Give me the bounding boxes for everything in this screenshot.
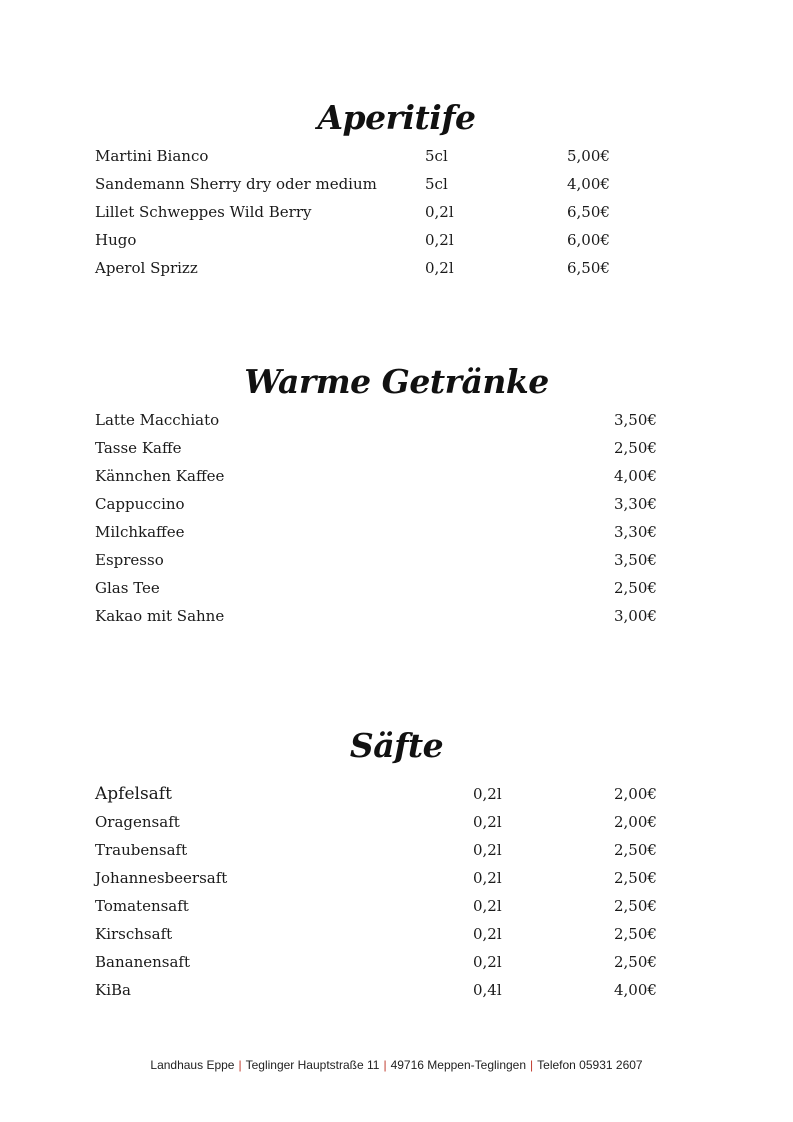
item-quantity: 0,2l <box>425 203 454 221</box>
menu-item <box>0 408 793 432</box>
item-name: Latte Macchiato <box>95 411 220 429</box>
item-quantity: 0,2l <box>473 925 502 943</box>
item-price: 3,50€ <box>614 551 657 569</box>
section-title-saefte: Säfte <box>349 726 444 765</box>
menu-item <box>0 866 793 890</box>
item-name: Glas Tee <box>95 579 160 597</box>
item-quantity: 5cl <box>425 175 448 193</box>
item-name: Kakao mit Sahne <box>95 607 225 625</box>
item-price: 6,50€ <box>567 203 610 221</box>
section-title-aperitife: Aperitife <box>317 98 476 137</box>
menu-item <box>0 228 793 252</box>
item-quantity: 0,2l <box>473 953 502 971</box>
item-price: 3,30€ <box>614 523 657 541</box>
item-price: 4,00€ <box>614 467 657 485</box>
menu-item <box>0 520 793 544</box>
item-quantity: 0,4l <box>473 981 502 999</box>
item-price: 2,50€ <box>614 841 657 859</box>
item-quantity: 0,2l <box>473 869 502 887</box>
item-quantity: 5cl <box>425 147 448 165</box>
menu-item <box>0 172 793 196</box>
menu-item <box>0 492 793 516</box>
footer-business-name: Landhaus Eppe <box>150 1058 235 1072</box>
item-price: 4,00€ <box>567 175 610 193</box>
item-name: Espresso <box>95 551 164 569</box>
item-name: Lillet Schweppes Wild Berry <box>95 203 312 221</box>
menu-item <box>0 464 793 488</box>
item-price: 3,00€ <box>614 607 657 625</box>
item-quantity: 0,2l <box>473 897 502 915</box>
item-price: 2,50€ <box>614 953 657 971</box>
menu-item <box>0 922 793 946</box>
item-quantity: 0,2l <box>425 231 454 249</box>
item-price: 6,50€ <box>567 259 610 277</box>
item-name: Kännchen Kaffee <box>95 467 225 485</box>
footer-separator: | <box>530 1058 534 1072</box>
item-name: Sandemann Sherry dry oder medium <box>95 175 377 193</box>
item-quantity: 0,2l <box>473 785 502 803</box>
item-price: 5,00€ <box>567 147 610 165</box>
item-price: 2,50€ <box>614 925 657 943</box>
item-name: Martini Bianco <box>95 147 209 165</box>
menu-item <box>0 782 793 806</box>
item-name: Apfelsaft <box>95 784 172 804</box>
item-name: KiBa <box>95 981 131 999</box>
item-name: Tasse Kaffe <box>95 439 182 457</box>
item-name: Traubensaft <box>95 841 188 859</box>
footer-separator: | <box>238 1058 242 1072</box>
item-name: Oragensaft <box>95 813 180 831</box>
footer-phone: Telefon 05931 2607 <box>537 1058 643 1072</box>
item-name: Cappuccino <box>95 495 185 513</box>
item-name: Bananensaft <box>95 953 190 971</box>
item-name: Hugo <box>95 231 137 249</box>
item-price: 2,50€ <box>614 897 657 915</box>
item-price: 6,00€ <box>567 231 610 249</box>
item-quantity: 0,2l <box>473 813 502 831</box>
footer-separator: | <box>383 1058 387 1072</box>
menu-item <box>0 200 793 224</box>
menu-item <box>0 978 793 1002</box>
menu-item <box>0 548 793 572</box>
item-name: Kirschsaft <box>95 925 173 943</box>
menu-item <box>0 950 793 974</box>
menu-item <box>0 604 793 628</box>
section-title-warme-getraenke: Warme Getränke <box>244 362 549 401</box>
item-quantity: 0,2l <box>425 259 454 277</box>
menu-item <box>0 838 793 862</box>
item-price: 2,00€ <box>614 813 657 831</box>
item-price: 2,50€ <box>614 869 657 887</box>
menu-item <box>0 894 793 918</box>
footer <box>0 1058 793 1072</box>
item-price: 2,50€ <box>614 579 657 597</box>
menu-item <box>0 256 793 280</box>
item-name: Tomatensaft <box>95 897 189 915</box>
item-price: 3,30€ <box>614 495 657 513</box>
menu-item <box>0 576 793 600</box>
footer-address <box>150 1058 642 1072</box>
item-price: 4,00€ <box>614 981 657 999</box>
footer-city: 49716 Meppen-Teglingen <box>390 1058 527 1072</box>
menu-item <box>0 810 793 834</box>
item-name: Milchkaffee <box>95 523 185 541</box>
item-price: 2,50€ <box>614 439 657 457</box>
item-price: 2,00€ <box>614 785 657 803</box>
item-quantity: 0,2l <box>473 841 502 859</box>
item-price: 3,50€ <box>614 411 657 429</box>
menu-item <box>0 144 793 168</box>
menu-item <box>0 436 793 460</box>
item-name: Aperol Sprizz <box>95 259 198 277</box>
footer-street: Teglinger Hauptstraße 11 <box>245 1058 380 1072</box>
item-name: Johannesbeersaft <box>95 869 228 887</box>
